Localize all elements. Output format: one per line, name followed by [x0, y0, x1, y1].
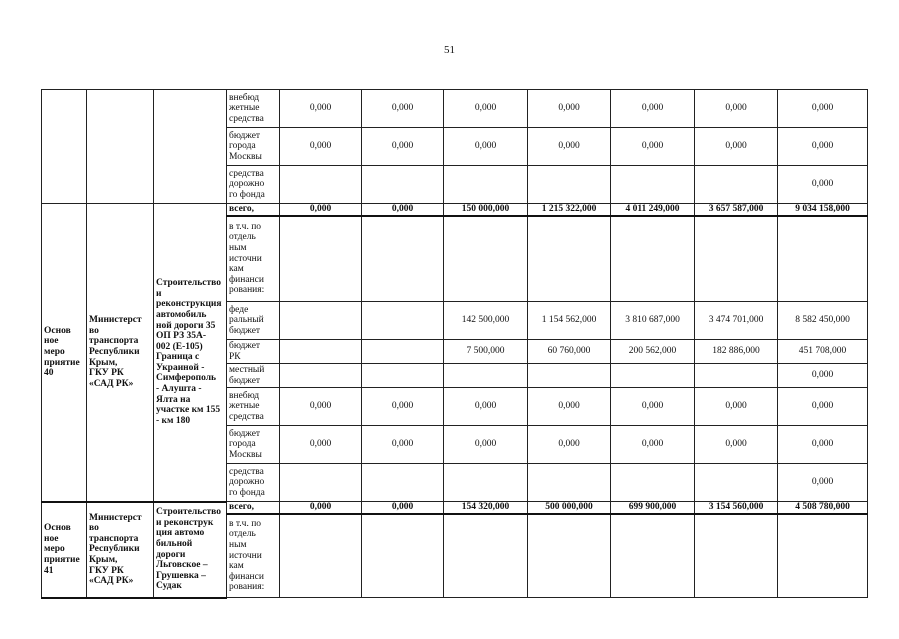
amount-cell: 0,000	[444, 426, 528, 464]
amount-cell	[528, 166, 611, 204]
amount-cell	[778, 514, 868, 598]
amount-cell	[362, 514, 444, 598]
amount-cell: 0,000	[778, 166, 868, 204]
amount-cell	[362, 216, 444, 302]
funding-source-cell: бюджет РК	[227, 340, 280, 364]
funding-source-cell: внебюд жетные средства	[227, 388, 280, 426]
amount-cell	[444, 364, 528, 388]
funding-source-cell: всего,	[227, 204, 280, 216]
amount-cell: 182 886,000	[695, 340, 778, 364]
amount-cell: 0,000	[362, 426, 444, 464]
amount-cell: 0,000	[362, 388, 444, 426]
amount-cell	[362, 166, 444, 204]
amount-cell: 0,000	[611, 426, 695, 464]
amount-cell	[444, 166, 528, 204]
amount-cell: 3 154 560,000	[695, 502, 778, 514]
amount-cell: 0,000	[280, 204, 362, 216]
amount-cell: 0,000	[778, 90, 868, 128]
amount-cell	[280, 364, 362, 388]
executor-cell	[87, 90, 154, 204]
amount-cell: 4 011 249,000	[611, 204, 695, 216]
amount-cell: 9 034 158,000	[778, 204, 868, 216]
measure-cell: Основ ное меро приятие 41	[42, 502, 87, 598]
funding-source-cell: местный бюджет	[227, 364, 280, 388]
amount-cell: 0,000	[778, 464, 868, 502]
amount-cell	[528, 216, 611, 302]
object-cell: Строительство и реконструк ция автомо бильной дороги Льговское – Грушевка – Судак	[154, 502, 227, 598]
measure-cell	[42, 90, 87, 204]
amount-cell: 1 154 562,000	[528, 302, 611, 340]
amount-cell: 0,000	[695, 388, 778, 426]
amount-cell	[444, 514, 528, 598]
amount-cell	[528, 514, 611, 598]
amount-cell	[695, 166, 778, 204]
object-cell: Строительство и реконструкция автомобиль ной дороги 35 ОП РЗ 35А- 002 (Е-105) Граница с Украиной - Симферополь - Алушта - Ялта на участке км 155 - км 180	[154, 204, 227, 502]
amount-cell	[528, 464, 611, 502]
funding-source-cell: в т.ч. по отдель ным источни кам финанси рования:	[227, 216, 280, 302]
amount-cell: 142 500,000	[444, 302, 528, 340]
amount-cell	[695, 464, 778, 502]
amount-cell	[280, 166, 362, 204]
amount-cell: 0,000	[528, 388, 611, 426]
funding-source-cell: всего,	[227, 502, 280, 514]
page-number: 51	[444, 44, 455, 56]
funding-source-cell: бюджет города Москвы	[227, 426, 280, 464]
amount-cell: 0,000	[280, 128, 362, 166]
amount-cell	[695, 514, 778, 598]
amount-cell: 0,000	[611, 128, 695, 166]
amount-cell	[280, 302, 362, 340]
amount-cell	[362, 340, 444, 364]
amount-cell: 0,000	[444, 128, 528, 166]
amount-cell: 500 000,000	[528, 502, 611, 514]
measure-cell: Основ ное меро приятие 40	[42, 204, 87, 502]
amount-cell: 150 000,000	[444, 204, 528, 216]
budget-table	[41, 89, 868, 599]
amount-cell: 0,000	[280, 388, 362, 426]
amount-cell: 0,000	[528, 426, 611, 464]
amount-cell	[444, 216, 528, 302]
amount-cell	[280, 340, 362, 364]
table-row-total	[42, 204, 868, 216]
amount-cell	[362, 364, 444, 388]
amount-cell: 0,000	[362, 204, 444, 216]
funding-source-cell: средства дорожно го фонда	[227, 166, 280, 204]
amount-cell: 8 582 450,000	[778, 302, 868, 340]
amount-cell: 0,000	[778, 388, 868, 426]
amount-cell: 0,000	[280, 502, 362, 514]
funding-source-cell: средства дорожно го фонда	[227, 464, 280, 502]
amount-cell	[280, 216, 362, 302]
table-row-total	[42, 502, 868, 514]
amount-cell: 4 508 780,000	[778, 502, 868, 514]
amount-cell: 0,000	[695, 426, 778, 464]
amount-cell: 451 708,000	[778, 340, 868, 364]
amount-cell	[444, 464, 528, 502]
amount-cell: 154 320,000	[444, 502, 528, 514]
amount-cell	[528, 364, 611, 388]
amount-cell: 0,000	[611, 388, 695, 426]
amount-cell	[611, 364, 695, 388]
amount-cell: 0,000	[362, 90, 444, 128]
amount-cell	[611, 464, 695, 502]
amount-cell	[280, 464, 362, 502]
amount-cell: 0,000	[778, 364, 868, 388]
amount-cell: 3 474 701,000	[695, 302, 778, 340]
amount-cell: 3 657 587,000	[695, 204, 778, 216]
amount-cell	[695, 364, 778, 388]
amount-cell: 699 900,000	[611, 502, 695, 514]
amount-cell: 0,000	[528, 90, 611, 128]
amount-cell	[280, 514, 362, 598]
amount-cell: 0,000	[778, 128, 868, 166]
amount-cell: 60 760,000	[528, 340, 611, 364]
amount-cell: 1 215 322,000	[528, 204, 611, 216]
amount-cell: 0,000	[444, 90, 528, 128]
executor-cell: Министерст во транспорта Республики Крым, ГКУ РК «САД РК»	[87, 502, 154, 598]
amount-cell: 0,000	[362, 128, 444, 166]
amount-cell: 0,000	[444, 388, 528, 426]
amount-cell	[611, 514, 695, 598]
funding-source-cell: в т.ч. по отдель ным источни кам финанси рования:	[227, 514, 280, 598]
amount-cell	[695, 216, 778, 302]
amount-cell	[611, 166, 695, 204]
object-cell	[154, 90, 227, 204]
funding-source-cell: внебюд жетные средства	[227, 90, 280, 128]
amount-cell: 7 500,000	[444, 340, 528, 364]
amount-cell	[611, 216, 695, 302]
amount-cell: 0,000	[362, 502, 444, 514]
amount-cell	[362, 464, 444, 502]
amount-cell: 0,000	[695, 90, 778, 128]
amount-cell: 3 810 687,000	[611, 302, 695, 340]
amount-cell: 200 562,000	[611, 340, 695, 364]
amount-cell: 0,000	[695, 128, 778, 166]
amount-cell: 0,000	[280, 426, 362, 464]
funding-source-cell: феде ральный бюджет	[227, 302, 280, 340]
amount-cell	[362, 302, 444, 340]
amount-cell: 0,000	[778, 426, 868, 464]
funding-source-cell: бюджет города Москвы	[227, 128, 280, 166]
amount-cell: 0,000	[611, 90, 695, 128]
amount-cell: 0,000	[280, 90, 362, 128]
table-row	[42, 90, 868, 128]
amount-cell: 0,000	[528, 128, 611, 166]
executor-cell: Министерст во транспорта Республики Крым, ГКУ РК «САД РК»	[87, 204, 154, 502]
amount-cell	[778, 216, 868, 302]
